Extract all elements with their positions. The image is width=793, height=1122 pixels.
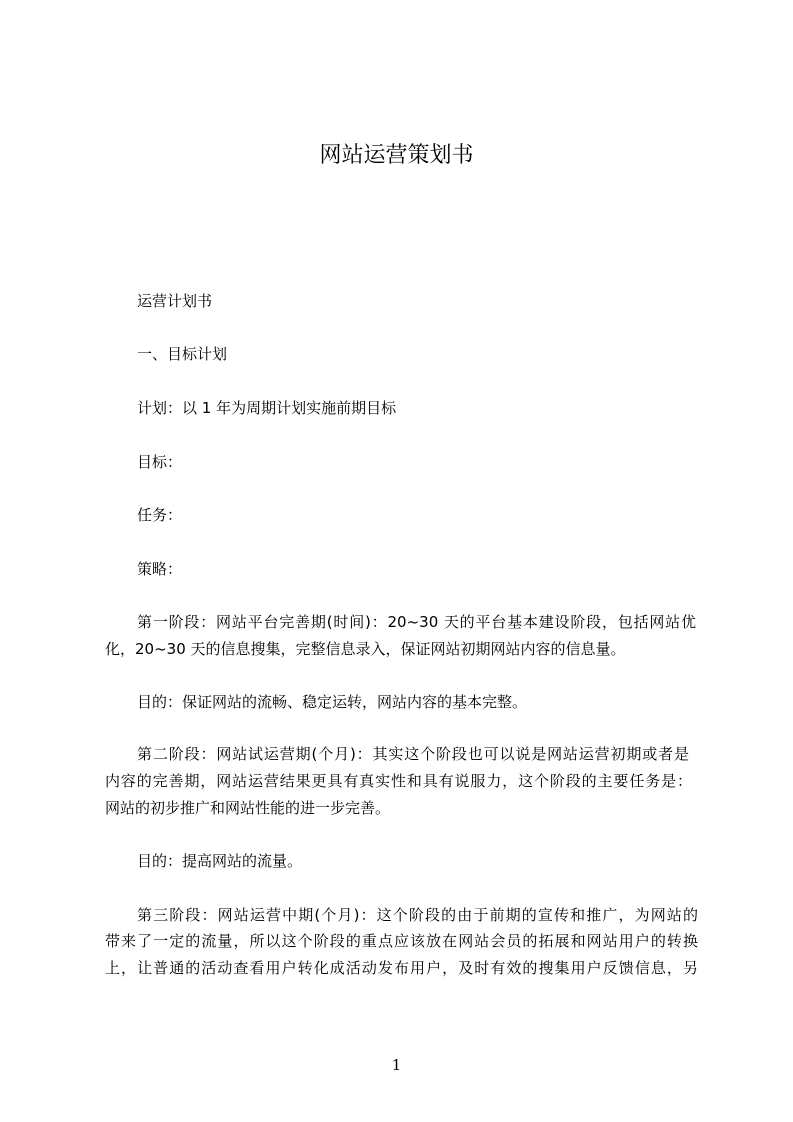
phase2-line1: 第二阶段：网站试运营期(个月)：其实这个阶段也可以说是网站运营初期或者是 bbox=[137, 745, 689, 763]
page-number: 1 bbox=[391, 1056, 402, 1074]
phase2-line3: 网站的初步推广和网站性能的进一步完善。 bbox=[105, 799, 391, 817]
purpose2-line: 目的：提高网站的流量。 bbox=[137, 852, 303, 870]
phase2-line2: 内容的完善期，网站运营结果更具有真实性和具有说服力，这个阶段的主要任务是： bbox=[105, 772, 692, 790]
phase1-line2: 化，20~30 天的信息搜集，完整信息录入，保证网站初期网站内容的信息量。 bbox=[105, 640, 626, 658]
purpose1-line: 目的：保证网站的流畅、稳定运转，网站内容的基本完整。 bbox=[137, 693, 528, 711]
plan-line: 计划：以 1 年为周期计划实施前期目标 bbox=[137, 399, 397, 417]
document-title: 网站运营策划书 bbox=[319, 143, 474, 168]
heading-goals: 一、目标计划 bbox=[137, 345, 228, 363]
phase3-line2: 带来了一定的流量，所以这个阶段的重点应该放在网站会员的拓展和网站用户的转换 bbox=[105, 932, 698, 950]
phase3-line3: 上，让普通的活动查看用户转化成活动发布用户，及时有效的搜集用户反馈信息，另 bbox=[105, 959, 698, 977]
strategy-line: 策略： bbox=[137, 560, 183, 578]
phase3-line1: 第三阶段：网站运营中期(个月)：这个阶段的由于前期的宣传和推广，为网站的 bbox=[137, 906, 698, 924]
phase1-line1: 第一阶段：网站平台完善期(时间)：20~30 天的平台基本建设阶段，包括网站优 bbox=[137, 613, 696, 631]
target-line: 目标： bbox=[137, 453, 183, 471]
tasks-line: 任务： bbox=[137, 506, 183, 524]
heading-plan-book: 运营计划书 bbox=[137, 292, 213, 310]
